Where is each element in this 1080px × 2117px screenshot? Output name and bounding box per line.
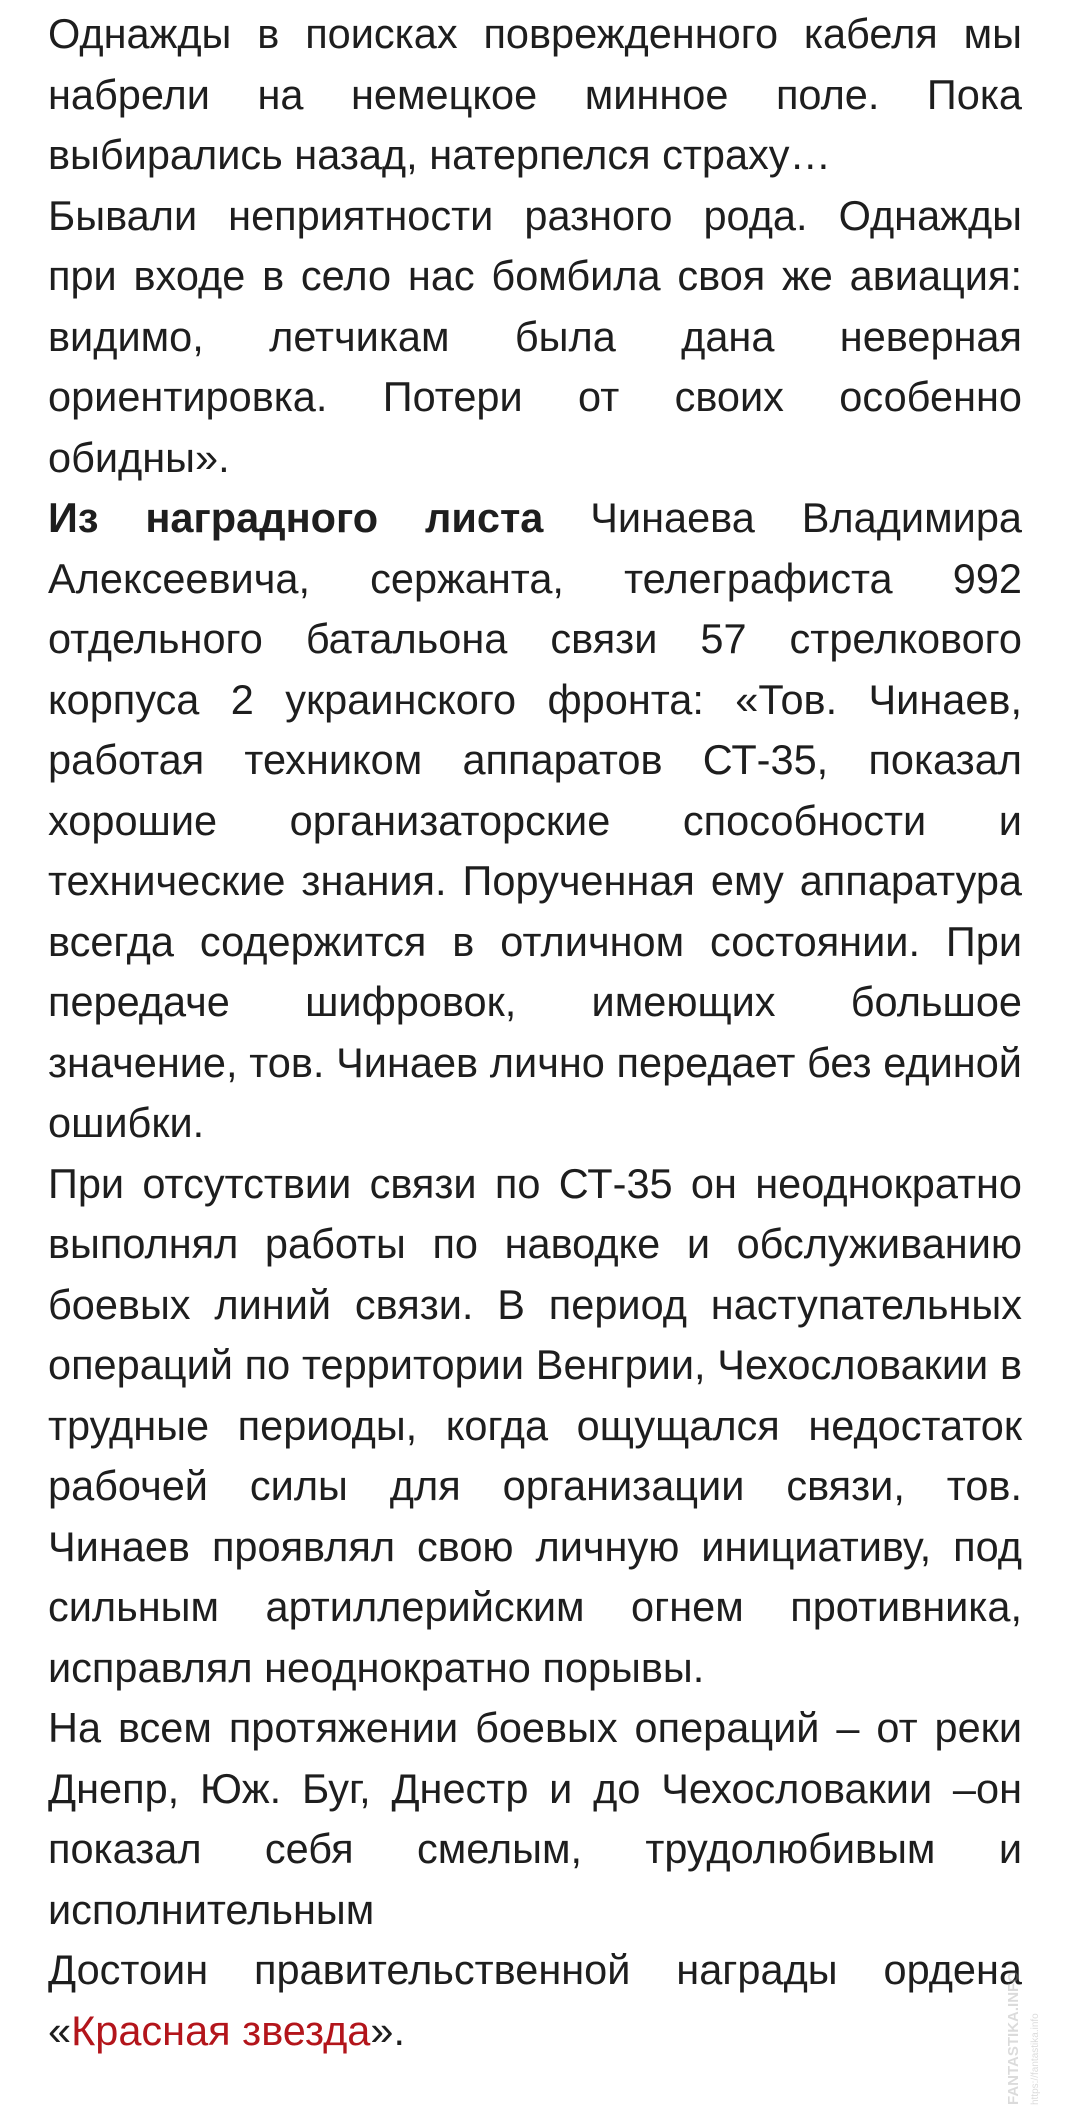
decoration-text-before: Достоин правительственной награды ордена « bbox=[48, 1946, 1022, 2054]
decoration-text-after: ». bbox=[370, 2006, 405, 2054]
paragraph-minefield: Однажды в поисках поврежденного кабеля мы набрели на немецкое минное поле. Пока выбирались назад, натерпелся страху… bbox=[48, 10, 1022, 178]
article-body bbox=[48, 4, 1022, 2061]
paragraph-communications: При отсутствии связи по СТ-35 он неоднократно выполнял работы по наводке и обслуживанию боевых линий связи. В период наступательных операций по территории Венгрии, Чехословакии в трудные периоды, когда ощущался недостаток рабочей силы для организации связи, тов. Чинаев проявлял свою личную инициативу, под сильным артиллерийским огнем противника, исправлял неоднократно порывы. bbox=[48, 1159, 1022, 1691]
award-sheet-heading: Из наградного листа bbox=[48, 494, 544, 541]
red-star-link[interactable]: Красная звезда bbox=[71, 2006, 371, 2054]
watermark-url: https://fantastika.info bbox=[1030, 2013, 1041, 2105]
watermark-brand: FANTASTIKA.INFO bbox=[1005, 1971, 1022, 2105]
award-sheet-text: Чинаева Владимира Алексеевича, сержанта, телеграфиста 992 отдельного батальона связи 57 стрелкового корпуса 2 украинского фронта: «Тов. Чинаев, работая техником аппаратов СТ-35, показал хорошие организаторские способности и технические знания. Порученная ему аппаратура всегда содержится в отличном состоянии. При передаче шифровок, имеющих большое значение, тов. Чинаев лично передает без единой ошибки. bbox=[48, 494, 1022, 1146]
paragraph-award-sheet bbox=[48, 488, 1022, 1154]
paragraph-bombing: Бывали неприятности разного рода. Однажды при входе в село нас бомбила своя же авиация: видимо, летчикам была дана неверная ориентировка. Потери от своих особенно обидны». bbox=[48, 191, 1022, 481]
paragraph-decoration bbox=[48, 1940, 1022, 2061]
paragraph-operations: На всем протяжении боевых операций – от реки Днепр, Юж. Буг, Днестр и до Чехословакии –он показал себя смелым, трудолюбивым и исполнительным bbox=[48, 1704, 1022, 1933]
